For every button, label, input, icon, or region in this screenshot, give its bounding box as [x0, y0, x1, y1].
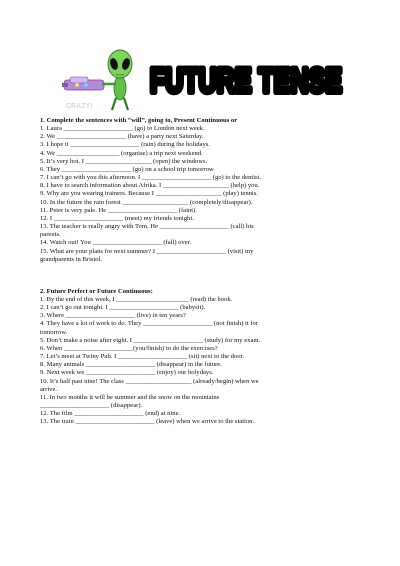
section-2-heading: 2. Future Perfect or Future Continuous:: [40, 287, 153, 295]
exercise-line: 6. They _____________________ (go) on a school trip tomorrow.: [40, 165, 215, 173]
exercise-line: 11. In two months it will be summer and the snow on the mountains: [40, 393, 220, 401]
exercise-line: 3. I hope it _____________________ (rain) during the holidays.: [40, 141, 210, 149]
exercise-line: 2. I can’t go out tonight. I _____________________ (babysit).: [40, 304, 206, 312]
exercise-line: 9. Why are you wearing trainers. Because I ____________________ (play) tennis.: [40, 190, 258, 198]
exercise-line: 10. In the future the rain forest ____________________ (completely/disappear).: [40, 198, 253, 206]
exercise-line: 4. They have a lot of work to do. They _____________________ (not finish) it for: [40, 320, 259, 328]
exercise-line: 11. Peter is very pale. He _____________________ (faint).: [40, 206, 197, 214]
section-2-list: [40, 296, 360, 427]
exercise-line: 7. Let’s meet at Twiny Pub. I _____________________ (sit) next to the door.: [40, 353, 244, 361]
exercise-line: 15. What are your plans for next summer? I _____________________ (visit) my: [40, 247, 254, 255]
exercise-line: 1. Laura _____________________ (go) to London next week.: [40, 125, 205, 133]
exercise-line: 5. Don’t make a noise after eight. I _____________________ (study) for my exam.: [40, 336, 261, 344]
exercise-line: 14. Watch out! You _____________________ (fall) over.: [40, 239, 192, 247]
exercise-line: grandparents in Bristol.: [40, 255, 103, 263]
title-text: FUTURE TENSE: [150, 62, 342, 100]
exercise-line: 1. By the end of this week, I ______________________ (read) the book.: [40, 295, 233, 303]
exercise-line: 7. I can’t go with you this afternoon. I _____________________ (go) to the dentist.: [40, 174, 262, 182]
section-1-heading: 1. Complete the sentences with “will”, going to, Present Continuous or: [40, 117, 238, 124]
svg-text:CRAZY!: CRAZY!: [66, 103, 93, 110]
exercise-line: 12. I _____________________ (meet) my friends tonight.: [40, 214, 194, 222]
exercise-line: 8. I have to search information about Afrika. I ____________________ (help) you.: [40, 182, 260, 190]
exercise-content: [40, 117, 360, 426]
exercise-line: 2. We _____________________ (have) a party next Saturday.: [40, 133, 204, 141]
exercise-line: 6. When _____________________(you/finish) to do the exercises?: [40, 344, 218, 352]
exercise-line: 9. Next week we _____________________ (enjoy) our holydays.: [40, 369, 214, 377]
exercise-line: 5. It’s very hot. I ____________________ (open) the windows.: [40, 157, 208, 165]
exercise-line: 4. We ___________________ (organise) a trip next weekend.: [40, 149, 203, 157]
exercise-line: 8. Many animals _____________________ (disappear) in the future.: [40, 361, 222, 369]
exercise-line: tomorrow.: [40, 328, 68, 336]
exercise-line: 10. It’s half past nine! The class ____________________ (already/begin) when we: [40, 377, 259, 385]
exercise-line: 3. Where _____________________ (live) in ten years?: [40, 312, 186, 320]
exercise-line: 13. The teacher is really angry with Tom. He _____________________ (call) his: [40, 223, 254, 231]
exercise-line: parents.: [40, 231, 61, 239]
alien-clipart: [62, 46, 144, 112]
svg-text:FUTURE TENSE: FUTURE TENSE: [150, 62, 342, 100]
exercise-line: 12. The film _____________________ (end) at nine.: [40, 410, 181, 418]
exercise-line: _____________________ (disappear).: [40, 402, 143, 409]
exercise-line: 13. The train ________________________ (leave) when we arrive to the station.: [40, 418, 255, 426]
section-1-list: [40, 125, 360, 264]
exercise-line: arrive.: [40, 385, 58, 393]
worksheet-title: [146, 60, 346, 100]
